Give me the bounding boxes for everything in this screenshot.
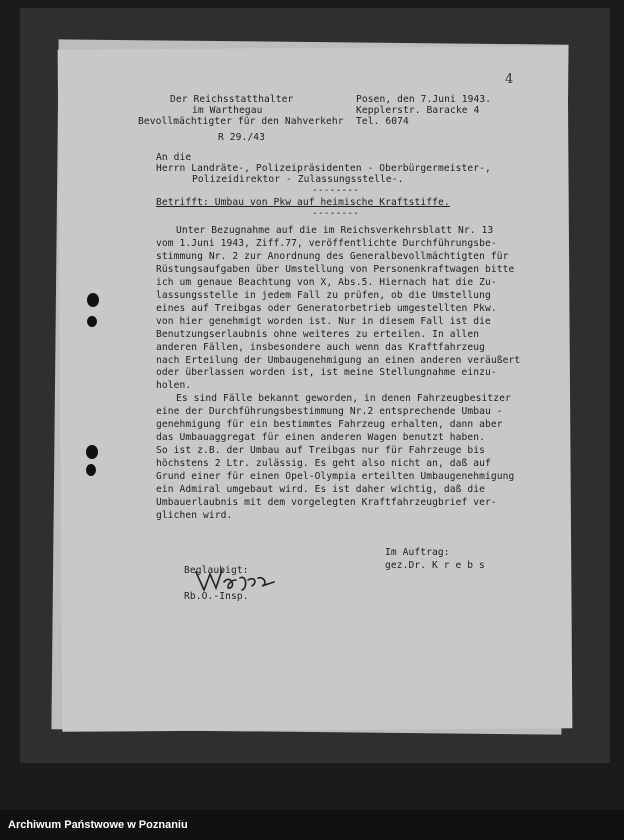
body-line: Benutzungserlaubnis ohne weiteres zu erteilen. In allen <box>156 328 480 340</box>
punch-hole <box>86 464 96 476</box>
body-line: So ist z.B. der Umbau auf Treibgas nur für Fahrzeuge bis <box>156 445 486 457</box>
body-line: lassungsstelle in jedem Fall zu prüfen, ob die Umstellung <box>156 289 491 301</box>
punch-hole <box>87 316 97 327</box>
body-line: Es sind Fälle bekannt geworden, in denen Fahrzeugbesitzer <box>176 393 511 405</box>
body-line: ich um genaue Beachtung von X, Abs.5. Hiernach hat die Zu- <box>156 276 497 288</box>
body-line: glichen wird. <box>156 509 233 521</box>
body-line: vom 1.Juni 1943, Ziff.77, veröffentlichte Durchführungsbe- <box>156 237 497 249</box>
separator: -------- <box>312 208 360 219</box>
date-line: Posen, den 7.Juni 1943. <box>356 94 492 105</box>
body-line: das Umbauaggregat für einen anderen Wagen benutzt haben. <box>156 432 486 444</box>
sender-line: Der Reichsstatthalter <box>170 94 294 105</box>
sender-line: im Warthegau <box>192 105 263 116</box>
body-line: stimmung Nr. 2 zur Anordnung des Generalbevollmächtigten für <box>156 250 509 262</box>
certify-label: Beglaubigt: <box>184 565 249 576</box>
body-line: Unter Bezugnahme auf die im Reichsverkehrsblatt Nr. 13 <box>176 225 494 236</box>
body-line: eine der Durchführungsbestimmung Nr.2 entsprechende Umbau - <box>156 406 503 418</box>
addressee-line: An die <box>156 152 192 163</box>
subject-line: Betrifft: Umbau von Pkw auf heimische Kraftstiffe. <box>156 197 450 208</box>
archive-footer <box>0 810 624 840</box>
body-line: nach Erteilung der Umbaugenehmigung an einen anderen veräußert <box>156 354 521 366</box>
page-number: 4 <box>505 72 514 87</box>
phone-line: Tel. 6074 <box>356 116 409 127</box>
body-line: von hier genehmigt worden ist. Nur in diesem Fall ist die <box>156 315 491 327</box>
body-line: genehmigung für ein bestimmtes Fahrzeug erhalten, dann aber <box>156 419 503 431</box>
certify-title: Rb.O.-Insp. <box>184 591 249 602</box>
body-line: oder überlassen worden ist, ist meine Stellungnahme einzu- <box>156 367 497 379</box>
body-line: Rüstungsaufgaben über Umstellung von Personenkraftwagen bitte <box>156 263 515 275</box>
body-line: anderen Fällen, insbesondere auch wenn das Kraftfahrzeug <box>156 341 486 353</box>
addressee-line: Herrn Landräte-, Polizeipräsidenten - Oberbürgermeister-, <box>156 163 491 174</box>
body-line: eines auf Treibgas oder Generatorbetrieb umgestellten Pkw. <box>156 302 497 314</box>
handwritten-signature <box>190 564 278 594</box>
punch-hole <box>87 293 99 307</box>
punch-hole <box>86 445 98 459</box>
signature-name: gez.Dr. K r e b s <box>385 560 485 571</box>
body-line: ein Admiral umgebaut wird. Es ist daher wichtig, daß die <box>156 484 486 495</box>
sign-label: Im Auftrag: <box>385 547 450 558</box>
body-line: Umbauerlaubnis mit dem vorgelegten Kraftfahrzeugbrief ver- <box>156 496 497 508</box>
addressee-line: Polizeidirektor - Zulassungsstelle-. <box>192 174 404 185</box>
archive-label: Archiwum Państwowe w Poznaniu <box>8 819 188 831</box>
body-line: Grund einer für einen Opel-Olympia erteilten Umbaugenehmigung <box>156 471 515 483</box>
body-line: höchstens 2 Ltr. zulässig. Es geht also nicht an, daß auf <box>156 458 491 470</box>
body-line: holen. <box>156 380 192 392</box>
separator: -------- <box>312 185 360 196</box>
sender-line: Bevollmächtigter für den Nahverkehr <box>138 116 344 127</box>
address-line: Kepplerstr. Baracke 4 <box>356 105 480 116</box>
reference-number: R 29./43 <box>218 132 266 143</box>
